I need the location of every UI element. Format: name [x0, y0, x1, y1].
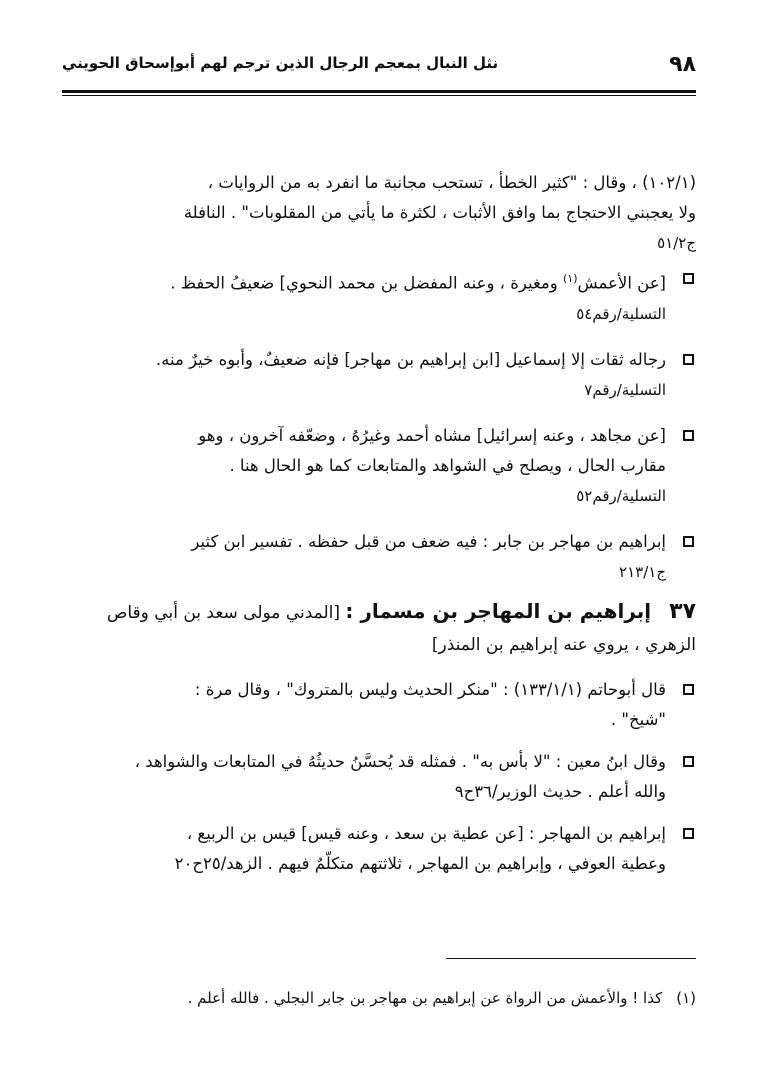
entry-heading-line	[62, 595, 696, 629]
page-header	[62, 48, 696, 84]
item-line: قال أبوحاتم (١٣٣/١/١) : "منكر الحديث وليس بالمتروك" ، وقال مرة :	[194, 679, 666, 699]
list-item	[62, 527, 696, 587]
item-line: "شيخ" .	[610, 709, 666, 729]
item-line: إبراهيم بن المهاجر : [عن عطية بن سعد ، وعنه قيس] قيس بن الربيع ،	[186, 823, 666, 843]
list-item	[62, 421, 696, 511]
footnote-ref[interactable]: (١)	[562, 272, 578, 285]
square-bullet-icon	[683, 756, 694, 767]
entry-heading	[62, 595, 696, 661]
square-bullet-icon	[683, 430, 694, 441]
intro-line: (١٠٢/١) ، وقال : "كثير الخطأ ، تستحب مجانبة ما انفرد به من الروايات ،	[207, 173, 696, 192]
list-item	[62, 747, 696, 807]
header-rule-thick	[62, 90, 696, 93]
footnote	[62, 986, 696, 1010]
square-bullet-icon	[683, 354, 694, 365]
item-text: ومغيرة ، وعنه المفضل بن محمد النحوي] ضعيفُ الحفظ .	[170, 273, 558, 293]
item-text: [عن الأعمش	[577, 273, 666, 293]
item-line	[62, 264, 666, 299]
item-source: التسلية/رقم٥٢	[576, 486, 666, 505]
item-line: وعطية العوفي ، وإبراهيم بن المهاجر ، ثلاثتهم متكلّمٌ فيهم . الزهد/٢٥ح٢٠	[174, 853, 666, 873]
item-source: التسلية/رقم٧	[584, 380, 666, 399]
item-line: إبراهيم بن مهاجر بن جابر : فيه ضعف من قبل حفظه . تفسير ابن كثير	[191, 531, 666, 551]
footnote-text: كذا ! والأعمش من الرواة عن إبراهيم بن مهاجر بن جابر البجلي . فالله أعلم .	[187, 989, 663, 1007]
entry-name: إبراهيم بن المهاجر بن مسمار :	[345, 598, 652, 623]
entry-description: [المدني مولى سعد بن أبي وقاص	[106, 602, 341, 623]
page-body	[62, 168, 696, 879]
list-item	[62, 264, 696, 329]
item-line: رجاله ثقات إلا إسماعيل [ابن إبراهيم بن مهاجر] فإنه ضعيفٌ، وأبوه خيرٌ منه.	[155, 349, 666, 369]
list-item	[62, 819, 696, 879]
list-item	[62, 345, 696, 405]
intro-source: ج٥١/٢	[657, 234, 696, 252]
item-source: ج٢١٣/١	[619, 562, 666, 581]
header-rule-thin	[62, 95, 696, 96]
item-line: والله أعلم . حديث الوزير/٣٦ح٩	[454, 781, 666, 801]
square-bullet-icon	[683, 828, 694, 839]
square-bullet-icon	[683, 684, 694, 695]
item-source: التسلية/رقم٥٤	[576, 304, 666, 323]
item-line: وقال ابنُ معين : "لا بأس به" . فمثله قد يُحسَّنُ حديثُهُ في المتابعات والشواهد ،	[134, 751, 666, 771]
list-item	[62, 675, 696, 735]
footnote-mark: (١)	[676, 989, 696, 1007]
item-line: [عن مجاهد ، وعنه إسرائيل] مشاه أحمد وغيرُهُ ، وضعّفه آخرون ، وهو	[198, 425, 666, 445]
square-bullet-icon	[683, 273, 694, 284]
footnote-separator	[446, 958, 696, 959]
entry-number: ٣٧	[669, 598, 696, 624]
intro-paragraph	[62, 168, 696, 258]
running-title: نثل النبال بمعجم الرجال الذين ترجم لهم أبوإسحاق الحويني	[62, 54, 499, 72]
intro-line: ولا يعجبني الاحتجاج بما وافق الأثبات ، لكثرة ما يأتي من المقلوبات" . النافلة	[183, 203, 696, 222]
entry-description: الزهري ، يروي عنه إبراهيم بن المنذر]	[431, 634, 696, 655]
square-bullet-icon	[683, 536, 694, 547]
page-number: ٩٨	[669, 52, 696, 77]
item-line: مقارب الحال ، ويصلح في الشواهد والمتابعات كما هو الحال هنا .	[229, 455, 666, 475]
